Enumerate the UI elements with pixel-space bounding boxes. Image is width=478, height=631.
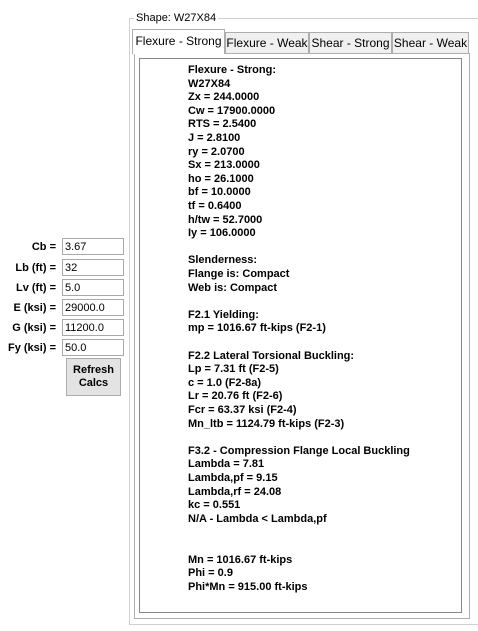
g-input[interactable] — [62, 319, 124, 336]
result-line: tf = 0.6400 — [188, 200, 242, 212]
result-line: Lambda = 7.81 — [188, 458, 265, 471]
result-line: J = 2.8100 — [188, 132, 241, 144]
lv-input[interactable] — [62, 279, 124, 296]
result-line: ry = 2.0700 — [188, 145, 245, 158]
result-line: Web is: Compact — [188, 281, 278, 294]
result-line: Cw = 17900.0000 — [188, 104, 276, 117]
lb-label: Lb (ft) = — [15, 262, 56, 274]
result-line: RTS = 2.5400 — [188, 118, 257, 131]
result-line: mp = 1016.67 ft-kips (F2-1) — [188, 322, 326, 335]
result-line: Zx = 244.0000 — [188, 91, 260, 104]
result-line: W27X84 — [188, 77, 231, 90]
result-line: F2.2 Lateral Torsional Buckling: — [188, 349, 355, 362]
cb-input[interactable] — [62, 238, 124, 255]
refresh-calcs-button[interactable] — [66, 358, 121, 396]
result-line: F3.2 - Compression Flange Local Buckling — [188, 444, 410, 457]
result-line: Lp = 7.31 ft (F2-5) — [188, 363, 279, 376]
result-line: Phi*Mn = 915.00 ft-kips — [188, 580, 308, 593]
result-line: Mn = 1016.67 ft-kips — [188, 553, 293, 566]
tab-flexure-strong[interactable]: Flexure - Strong — [132, 29, 225, 54]
refresh-button-line2: Calcs — [78, 377, 109, 389]
result-line: Lambda,pf = 9.15 — [188, 472, 278, 484]
refresh-button-line1: Refresh — [73, 364, 114, 376]
cb-label: Cb = — [31, 241, 56, 253]
result-line: ho = 26.1000 — [188, 172, 254, 185]
shape-groupbox-title: Shape: W27X84 — [136, 12, 217, 24]
lb-input[interactable] — [62, 259, 124, 276]
tab-shear-weak[interactable]: Shear - Weak — [392, 32, 469, 53]
result-line: Fcr = 63.37 ksi (F2-4) — [188, 404, 297, 416]
fy-input[interactable] — [62, 339, 124, 356]
result-line: Sx = 213.0000 — [188, 159, 260, 172]
result-line: c = 1.0 (F2-8a) — [188, 376, 262, 389]
g-label: G (ksi) = — [12, 322, 56, 334]
result-line: bf = 10.0000 — [188, 186, 251, 199]
result-line: N/A - Lambda < Lambda,pf — [188, 512, 327, 525]
result-line: Lr = 20.76 ft (F2-6) — [188, 390, 283, 403]
tab-shear-strong[interactable]: Shear - Strong — [309, 32, 392, 53]
fy-label: Fy (ksi) = — [8, 342, 56, 354]
result-line: Iy = 106.0000 — [188, 227, 256, 240]
lv-label: Lv (ft) = — [15, 282, 56, 294]
e-label: E (ksi) = — [13, 302, 56, 314]
result-line: Slenderness: — [188, 254, 258, 267]
result-line: Lambda,rf = 24.08 — [188, 485, 282, 498]
result-line: h/tw = 52.7000 — [188, 213, 263, 226]
results-textbox[interactable] — [139, 58, 462, 613]
e-input[interactable] — [62, 299, 124, 316]
result-line: Flange is: Compact — [188, 268, 290, 280]
result-line: F2.1 Yielding: — [188, 308, 259, 321]
result-line: Phi = 0.9 — [188, 567, 233, 580]
tab-flexure-weak[interactable]: Flexure - Weak — [225, 32, 309, 53]
result-line: kc = 0.551 — [188, 499, 241, 512]
result-line: Mn_ltb = 1124.79 ft-kips (F2-3) — [188, 417, 345, 430]
result-line: Flexure - Strong: — [188, 64, 277, 76]
